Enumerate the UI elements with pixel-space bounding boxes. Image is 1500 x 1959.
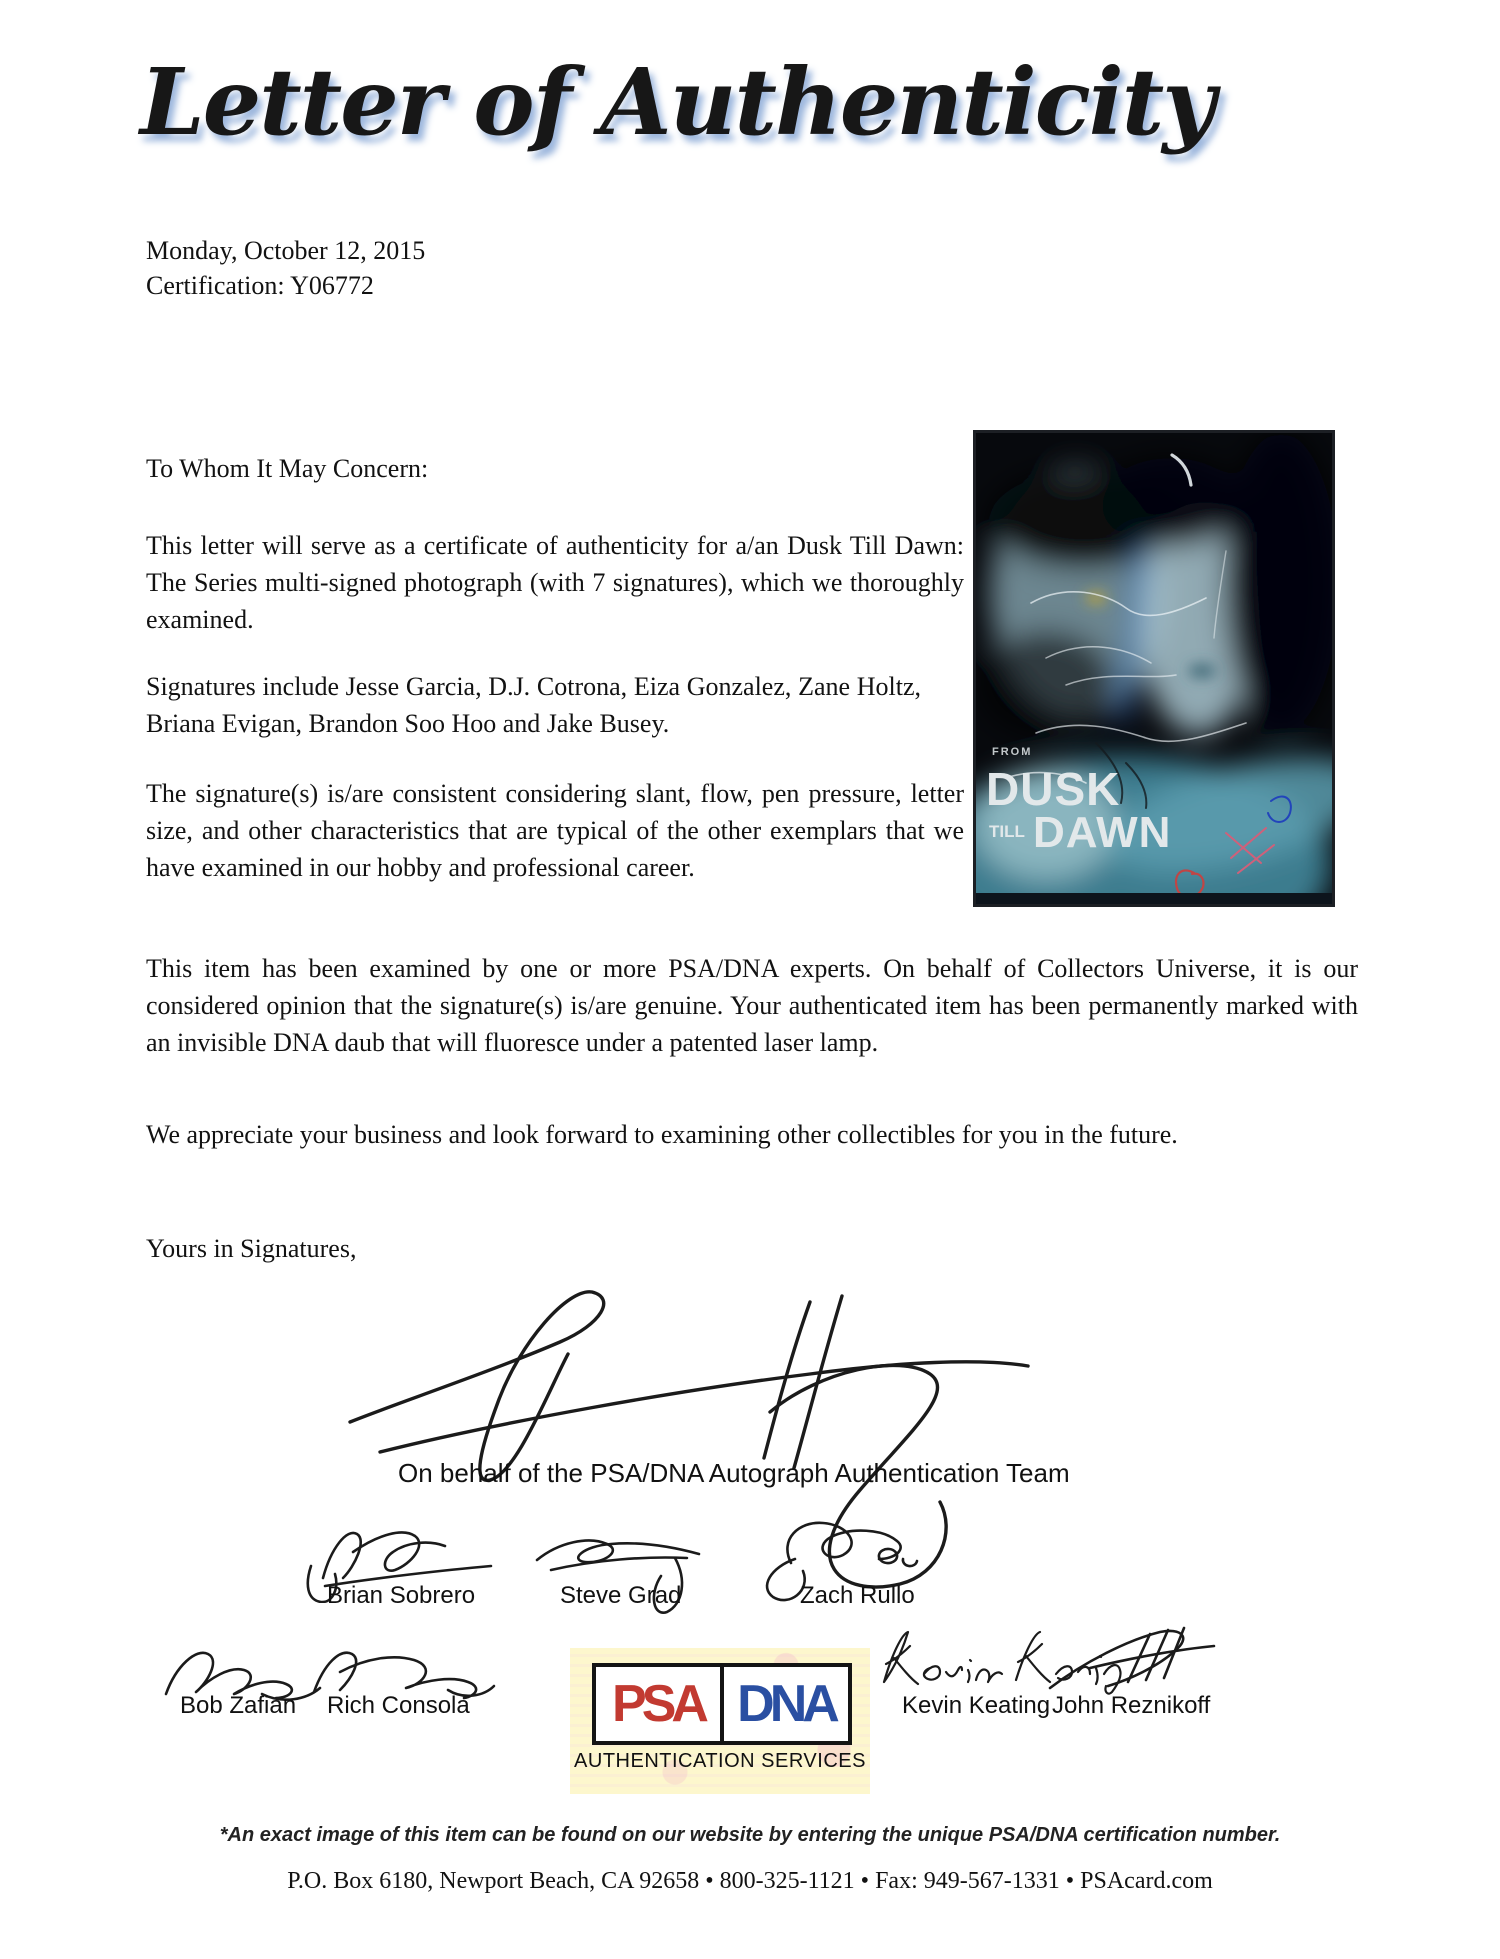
letter-date: Monday, October 12, 2015 <box>146 236 426 265</box>
signer-name-zach-rullo: Zach Rullo <box>800 1582 915 1609</box>
poster-word-till: TILL <box>989 822 1025 841</box>
paragraph-signatures-list: Signatures include Jesse Garcia, D.J. Cotrona, Eiza Gonzalez, Zane Holtz, Briana Evigan, Brandon Soo Hoo and Jake Busey. <box>146 672 921 738</box>
signer-name-john-reznikoff: John Reznikoff <box>1052 1692 1211 1719</box>
certification-number: Certification: Y06772 <box>146 271 374 300</box>
paragraph-examination: This item has been examined by one or more PSA/DNA experts. On behalf of Collectors Universe, it is our considered opinion that the signature(s) is/are genuine. Your authenticated item has been permanently marked with an invisible DNA daub that will fluoresce under a patented laser lamp. <box>146 954 1358 1057</box>
signed-photo <box>973 430 1335 907</box>
paragraph-item-description: This letter will serve as a certificate of authenticity for a/an Dusk Till Dawn: The Series multi-signed photograph (with 7 signatures), which we thoroughly examined. <box>146 531 964 634</box>
signer-name-steve-grad: Steve Grad <box>560 1582 682 1609</box>
letter-meta <box>146 233 425 303</box>
poster-art <box>976 433 1332 904</box>
poster-word-from: FROM <box>992 746 1033 758</box>
signer-name-rich-consola: Rich Consola <box>327 1692 470 1719</box>
salutation: To Whom It May Concern: <box>146 454 429 483</box>
psa-dna-logo-box <box>592 1663 852 1745</box>
footer-disclaimer: *An exact image of this item can be found on our website by entering the unique PSA/DNA certification number. <box>219 1824 1281 1846</box>
letter-title: Letter of Authenticity <box>140 48 1214 156</box>
logo-dna-text: DNA <box>720 1667 848 1741</box>
paragraph-appreciation: We appreciate your business and look forward to examining other collectibles for you in the future. <box>146 1120 1178 1149</box>
logo-subtitle: AUTHENTICATION SERVICES <box>574 1750 866 1772</box>
signer-name-kevin-keating: Kevin Keating <box>902 1692 1051 1719</box>
poster-word-dawn: DAWN <box>1033 808 1172 857</box>
psa-dna-logo <box>570 1648 870 1794</box>
footer-address: P.O. Box 6180, Newport Beach, CA 92658 • 800-325-1121 • Fax: 949-567-1331 • PSAcard.com <box>287 1868 1213 1894</box>
poster-word-dusk: DUSK <box>986 763 1121 815</box>
paragraph-consistency: The signature(s) is/are consistent considering slant, flow, pen pressure, letter size, and other characteristics that are typical of the other exemplars that we have examined in our hobby and professional career. <box>146 779 964 882</box>
signer-name-bob-zafian: Bob Zafian <box>180 1692 297 1719</box>
logo-psa-text: PSA <box>612 1675 704 1733</box>
signer-name-brian-sobrero: Brian Sobrero <box>327 1582 476 1609</box>
team-caption: On behalf of the PSA/DNA Autograph Authentication Team <box>398 1458 1070 1488</box>
closing-line: Yours in Signatures, <box>146 1234 357 1263</box>
